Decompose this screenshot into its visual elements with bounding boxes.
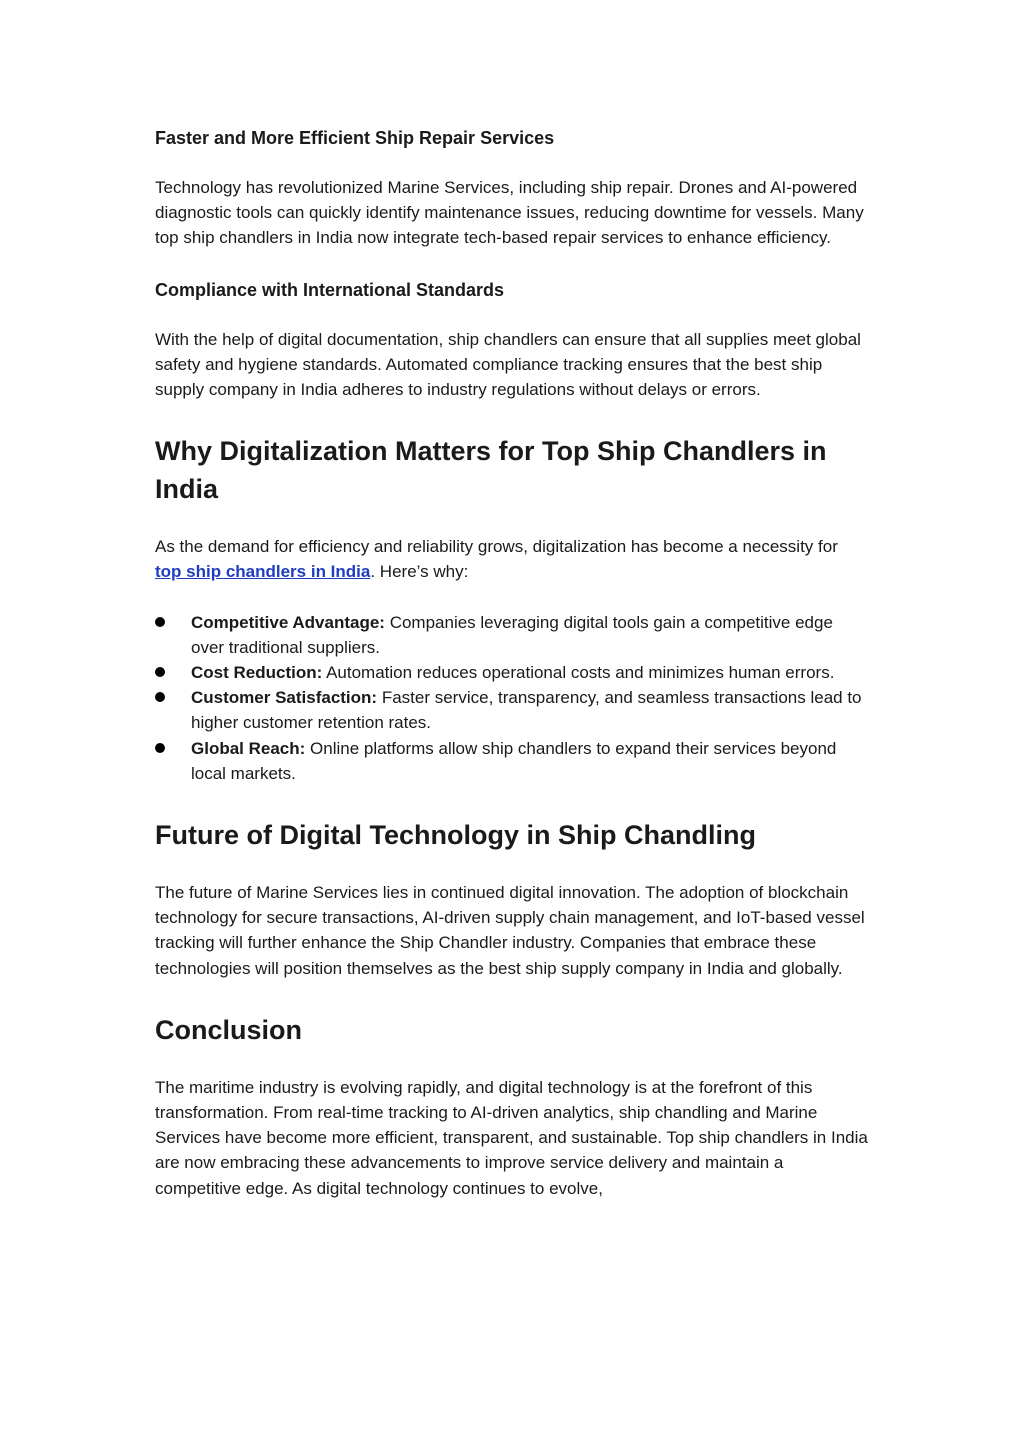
bullet-text: Companies leveraging digital tools gain a competitive edge over traditional suppliers.	[191, 612, 833, 657]
bullet-icon	[155, 617, 165, 627]
future-paragraph: The future of Marine Services lies in continued digital innovation. The adoption of blockchain technology for secure transactions, AI-driven supply chain management, and IoT-based vessel tracking will further enhance the Ship Chandler industry. Companies that embrace these technologies will position themselves as the best ship supply company in India and globally.	[155, 883, 865, 978]
bullet-text: Automation reduces operational costs and minimizes human errors.	[322, 663, 835, 683]
future-heading: Future of Digital Technology in Ship Chandling	[155, 820, 756, 851]
bullet-icon	[155, 667, 165, 677]
list-item	[155, 610, 869, 660]
repair-paragraph: Technology has revolutionized Marine Services, including ship repair. Drones and AI-powered diagnostic tools can quickly identify maintenance issues, reducing downtime for vessels. Many top ship chandlers in India now integrate tech-based repair services to enhance efficiency.	[155, 178, 864, 248]
compliance-paragraph: With the help of digital documentation, ship chandlers can ensure that all supplies meet global safety and hygiene standards. Automated compliance tracking ensures that the best ship supply company in India adheres to industry regulations without delays or errors.	[155, 329, 861, 400]
compliance-heading: Compliance with International Standards	[155, 279, 505, 300]
why-intro-suffix: . Here’s why:	[370, 562, 469, 582]
why-intro-paragraph	[155, 534, 869, 584]
list-item	[155, 660, 869, 685]
conclusion-heading: Conclusion	[155, 1014, 302, 1045]
bullet-label: Competitive Advantage:	[191, 612, 385, 632]
bullet-label: Cost Reduction:	[191, 663, 323, 683]
conclusion-paragraph: The maritime industry is evolving rapidly, and digital technology is at the forefront of this transformation. From real-time tracking to AI-driven analytics, ship chandling and Marine Services have become more efficient, transparent, and sustainable. Top ship chandlers in India are now embracing these advancements to improve service delivery and maintain a competitive edge. As digital technology continues to evolve,	[155, 1077, 868, 1198]
bullet-text: Online platforms allow ship chandlers to expand their services beyond local markets.	[191, 738, 837, 783]
top-ship-chandlers-link[interactable]: top ship chandlers in India	[155, 562, 371, 582]
benefits-list	[155, 610, 869, 786]
bullet-text: Faster service, transparency, and seamless transactions lead to higher customer retention rates.	[191, 688, 862, 733]
list-item	[155, 736, 869, 786]
bullet-icon	[155, 743, 165, 753]
why-intro-text: As the demand for efficiency and reliability grows, digitalization has become a necessity for	[155, 537, 838, 557]
bullet-label: Customer Satisfaction:	[191, 688, 378, 708]
why-digitalization-heading: Why Digitalization Matters for Top Ship Chandlers in India	[155, 436, 827, 505]
bullet-icon	[155, 692, 165, 702]
bullet-label: Global Reach:	[191, 738, 306, 758]
repair-heading: Faster and More Efficient Ship Repair Services	[155, 128, 555, 148]
list-item	[155, 685, 869, 735]
